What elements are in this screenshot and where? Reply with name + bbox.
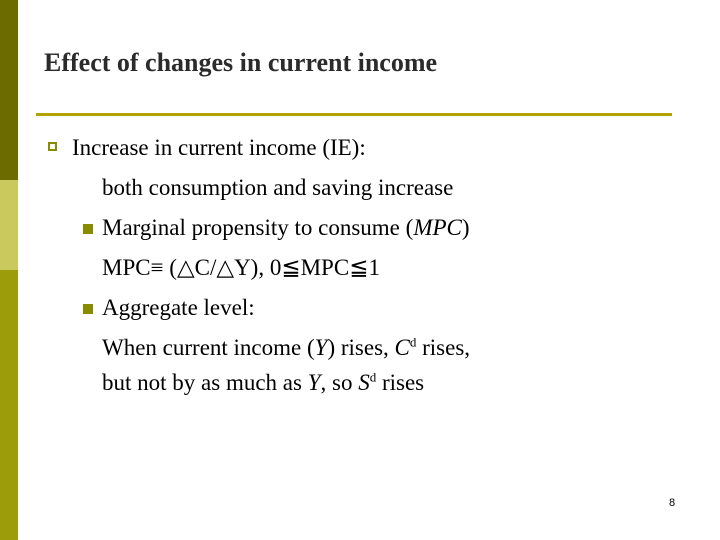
page-number: 8 bbox=[669, 497, 676, 509]
sidebar-light-band bbox=[0, 180, 18, 270]
slide-title: Effect of changes in current income bbox=[44, 48, 438, 77]
aggregate-line-2: but not by as much as Y, so $S^d$ rises bbox=[102, 369, 425, 395]
title-underline bbox=[36, 113, 672, 116]
hollow-square-bullet-icon bbox=[48, 142, 57, 151]
filled-square-bullet-icon bbox=[83, 224, 93, 234]
bullet-continuation: both consumption and saving increase bbox=[102, 175, 454, 200]
sidebar-decoration bbox=[0, 0, 18, 540]
mpc-formula: MPC≡ (△C/△Y), 0≦MPC≦1 bbox=[102, 255, 380, 280]
bullet-text-increase-income: Increase in current income (IE): bbox=[72, 135, 366, 160]
aggregate-line-1: When current income (Y) rises, $C^d$ rises, bbox=[102, 334, 471, 360]
sub-bullet-aggregate: Aggregate level: bbox=[102, 295, 255, 320]
sub-bullet-mpc: Marginal propensity to consume (MPC) bbox=[102, 215, 470, 240]
sidebar-olive-band bbox=[0, 270, 18, 540]
sidebar-dark-band bbox=[0, 0, 18, 180]
filled-square-bullet-icon bbox=[83, 304, 93, 314]
